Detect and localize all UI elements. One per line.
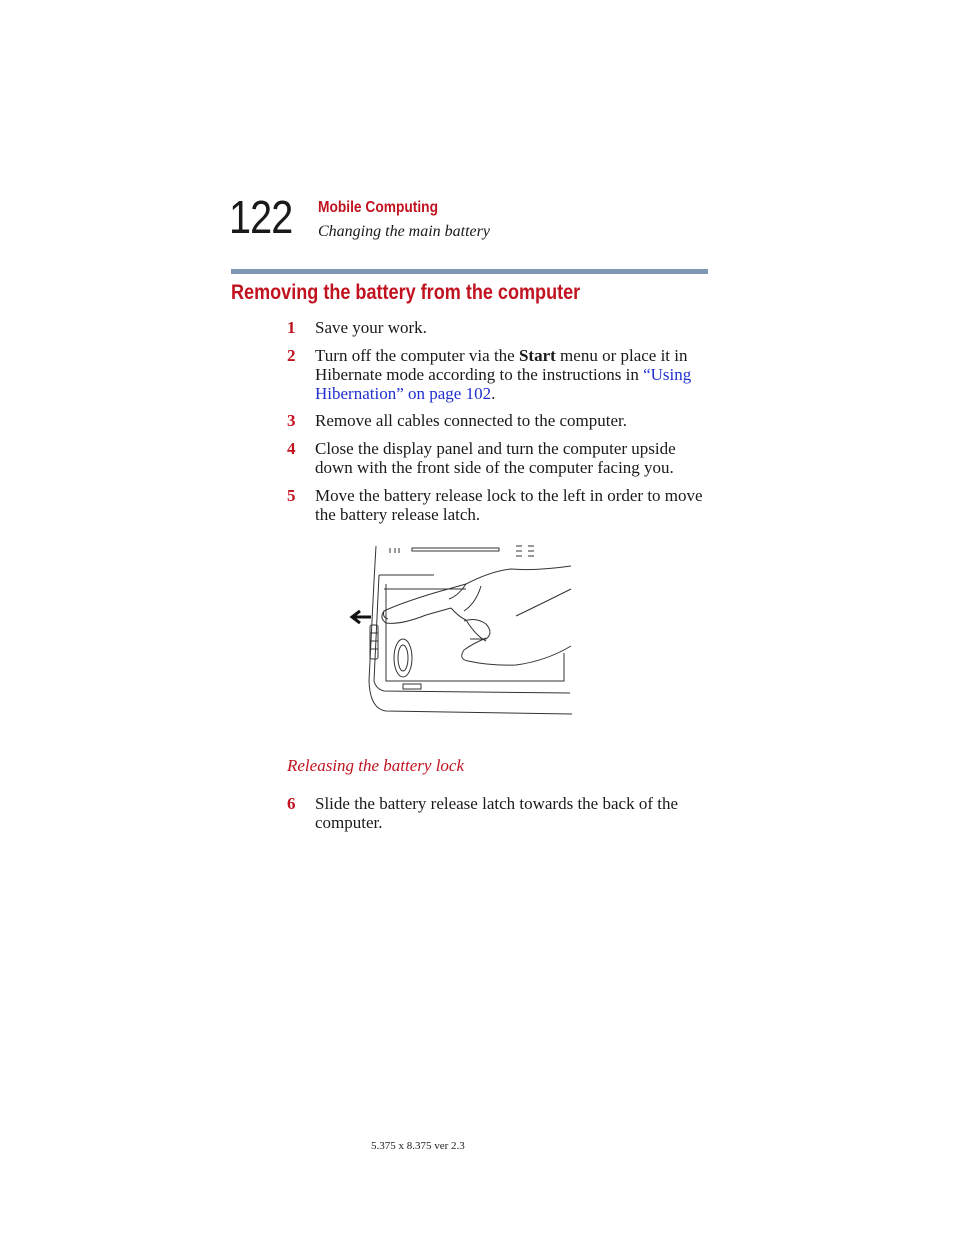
page-number: 122 xyxy=(229,191,293,243)
section-divider xyxy=(231,269,708,274)
step-text: Remove all cables connected to the computer. xyxy=(315,411,628,430)
step-number: 3 xyxy=(287,411,296,430)
hibernation-link[interactable]: “Using Hibernation” on page 102 xyxy=(315,365,692,403)
step-text: Slide the battery release latch towards the back of the computer. xyxy=(315,794,678,832)
figure-caption: Releasing the battery lock xyxy=(287,756,465,775)
step-text: Turn off the computer via the Start menu or place it in Hibernate mode according to the instructions in “Using Hibernation” on page 102. xyxy=(315,346,692,403)
step-number: 6 xyxy=(287,794,296,813)
step-text: Close the display panel and turn the computer upside down with the front side of the computer facing you. xyxy=(315,439,676,477)
battery-lock-illustration xyxy=(346,541,576,719)
step-number: 2 xyxy=(287,346,296,365)
section-subtitle: Changing the main battery xyxy=(318,223,490,240)
step-number: 4 xyxy=(287,439,296,458)
page-footer: 5.375 x 8.375 ver 2.3 xyxy=(371,1140,465,1152)
chapter-title: Mobile Computing xyxy=(318,199,438,216)
step-number: 1 xyxy=(287,318,296,337)
start-menu-term: Start xyxy=(518,346,556,365)
step-text: Save your work. xyxy=(315,318,427,337)
section-heading: Removing the battery from the computer xyxy=(231,281,581,304)
step-text: Move the battery release lock to the left in order to move the battery release latch. xyxy=(315,486,703,524)
step-number: 5 xyxy=(287,486,296,505)
